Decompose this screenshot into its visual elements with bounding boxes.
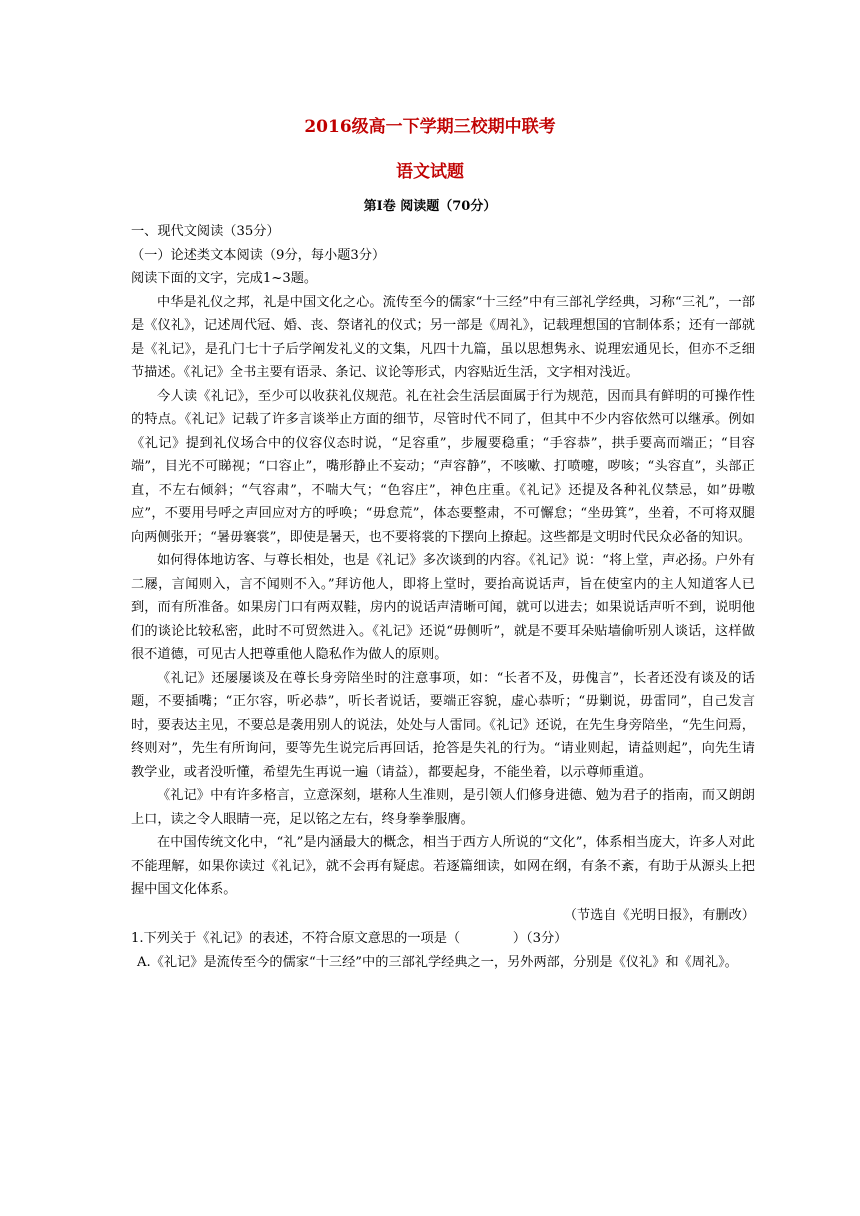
exam-subtitle: 语文试题 [396,162,464,182]
exam-title: 2016级高一下学期三校期中联考 [304,117,556,137]
paragraph: 如何得体地访客、与尊长相处，也是《礼记》多次谈到的内容。《礼记》说：“将上堂，声必扬。户外有二屦，言闻则入，言不闻则不入。”拜访他人，即将上堂时，要抬高说话声，旨在使室内的主人知道客人已到，而有所准备。如果房门口有两双鞋，房内的说话声清晰可闻，就可以进去；如果说话声听不到，说明他们的谈论比较私密，此时不可贸然进入。《礼记》还说“毋侧听”，就是不要耳朵贴墙偷听别人谈话，这样做很不道德，可见古人把尊重他人隐私作为做人的原则。 [131,553,755,662]
section-title: 第Ⅰ卷 阅读题（70分） [363,199,497,214]
paragraph: 《礼记》中有许多格言，立意深刻，堪称人生准则，是引领人们修身进德、勉为君子的指南，而又朗朗上口，读之令人眼睛一亮，足以铭之左右，终身拳拳服膺。 [131,788,755,827]
paragraph: 《礼记》还屡屡谈及在尊长身旁陪坐时的注意事项，如：“长者不及，毋傀言”，长者还没有谈及的话题，不要插嘴；“正尔容，听必恭”，听长者说话，要端正容貌，虚心恭听；“毋剿说，毋雷同”，自己发言时，要表达主见，不要总是袭用别人的说法，处处与人雷同。《礼记》还说，在先生身旁陪坐，“先生问焉，终则对”，先生有所询问，要等先生说完后再回话，抢答是失礼的行为。“请业则起，请益则起”，向先生请教学业，或者没听懂，希望先生再说一遍（请益），都要起身，不能坐着，以示尊师重道。 [131,670,755,780]
part-heading: 一、现代文阅读（35分） [131,224,280,239]
source-note: （节选自《光明日报》，有删改） [563,907,755,923]
paragraph: 今人读《礼记》，至少可以收获礼仪规范。礼在社会生活层面属于行为规范，因而具有鲜明的可操作性的特点。《礼记》记载了许多言谈举止方面的细节，尽管时代不同了，但其中不少内容依然可以继承。例如《礼记》提到礼仪场合中的仪容仪态时说，“足容重”，步履要稳重；“手容恭”，拱手要高而端正；“目容端”，目光不可睇视；“口容止”，嘴形静止不妄动；“声容静”，不咳嗽、打喷嚏，哕咳；“头容直”，头部正直，不左右倾斜；“气容肃”，不喘大气；“色容庄”，神色庄重。《礼记》还提及各种礼仪禁忌，如”毋嗷应”，不要用号呼之声回应对方的呼唤；“毋怠荒”，体态要整肃，不可懈怠；“坐毋箕”，坐着，不可将双腿向两侧张开；“暑毋褰裳”，即使是暑天，也不要将裳的下摆向上撩起。这些都是文明时代民众必备的知识。 [131,388,755,545]
instruction: 阅读下面的文字，完成1~3题。 [131,271,318,286]
paragraph: 中华是礼仪之邦，礼是中国文化之心。流传至今的儒家“十三经”中有三部礼学经典，习称“三礼”，一部是《仪礼》，记述周代冠、婚、丧、祭诸礼的仪式；另一部是《周礼》，记载理想国的官制体系；还有一部就是《礼记》，是孔门七十子后学阐发礼义的文集，凡四十九篇，虽以思想隽永、说理宏通见长，但亦不乏细节描述。《礼记》全书主要有语录、条记、议论等形式，内容贴近生活，文字相对浅近。 [131,294,755,380]
question-stem: 1.下列关于《礼记》的表述，不符合原文意思的一项是（ ）（3分） [131,931,568,946]
sub-heading: （一）论述类文本阅读（9分，每小题3分） [131,247,386,263]
paragraph: 在中国传统文化中，“礼”是内涵最大的概念，相当于西方人所说的“文化”，体系相当庞大，许多人对此不能理解，如果你读过《礼记》，就不会再有疑虑。若逐篇细读，如网在纲，有条不紊，有助于从源头上把握中国文化体系。 [131,835,755,897]
reading-content [131,220,755,974]
option-a: A.《礼记》是流传至今的儒家“十三经”中的三部礼学经典之一，另外两部，分别是《仪礼》和《周礼》。 [137,954,738,970]
